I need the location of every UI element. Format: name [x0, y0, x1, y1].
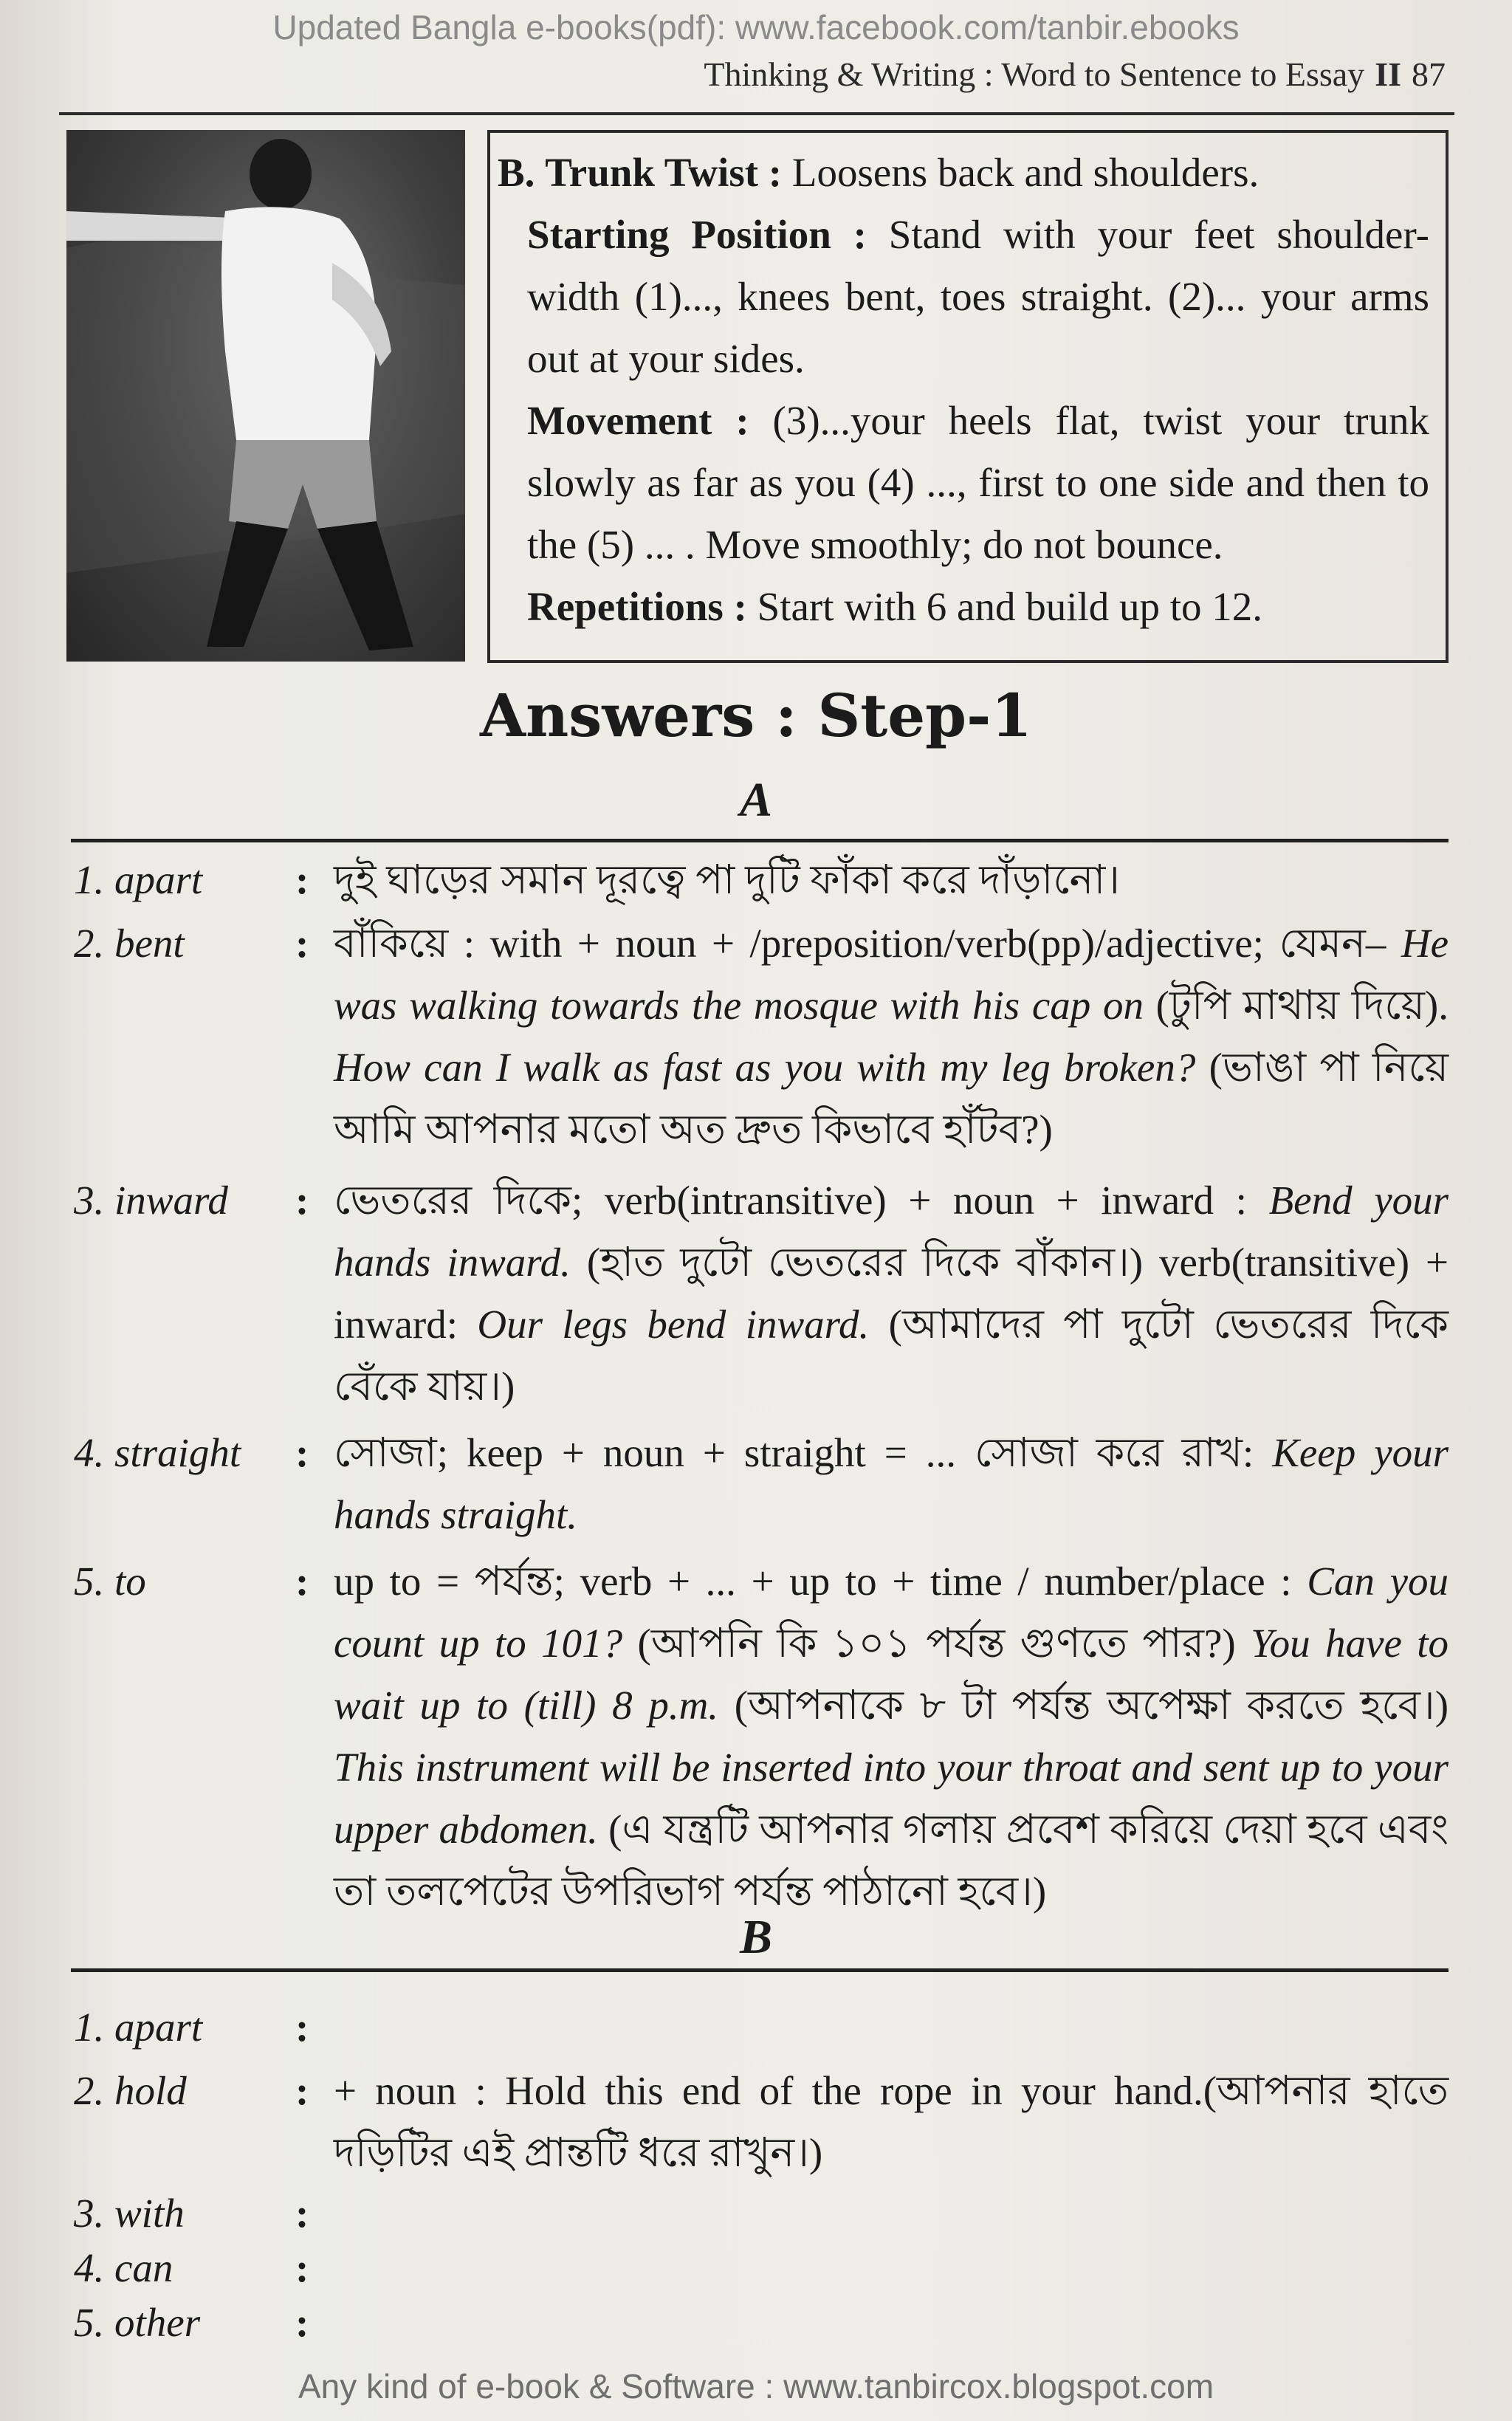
answer-colon: : — [295, 1559, 309, 1604]
answer-example: Can you count up to 101? — [334, 1559, 1449, 1666]
answer-text: সোজা; keep + noun + straight = ... সোজা করে রাখ: — [334, 1430, 1254, 1475]
answer-translation: (ভাঙা পা নিয়ে আমি আপনার মতো অত দ্রুত কিভাবে হাঁটব?) — [334, 1045, 1449, 1152]
movement-text: (3)...your heels flat, twist your trunk slowly as far as you (4) ..., first to one side and then to the (5) ... . Move smoothly; do not bounce. — [527, 398, 1429, 567]
answer-term: 5. other — [74, 2300, 201, 2345]
answer-b-2 — [74, 2060, 1449, 2184]
exercise-heading: Trunk Twist : — [545, 150, 783, 195]
answer-term: 4. straight — [74, 1430, 241, 1475]
page-number: 87 — [1412, 55, 1446, 93]
answer-translation: (টুপি মাথায় দিয়ে). — [1155, 983, 1449, 1028]
person-twisting-figure — [66, 130, 465, 662]
answer-term: 1. apart — [74, 857, 203, 902]
answer-colon: : — [295, 2300, 309, 2345]
answer-colon: : — [295, 2191, 309, 2236]
answers-title: Answers : Step-1 — [480, 681, 1032, 750]
section-b-letter: B — [739, 1910, 773, 1964]
answer-body — [334, 1170, 1449, 1418]
answer-text: ভেতরের দিকে; verb(intransitive) + noun + inward : — [334, 1178, 1247, 1223]
answer-a-4 — [74, 1422, 1449, 1546]
movement-label: Movement : — [527, 398, 749, 443]
section-a-rule — [71, 839, 1449, 842]
answer-colon: : — [295, 1178, 309, 1223]
answer-term: 3. with — [74, 2191, 185, 2236]
answer-term: 4. can — [74, 2245, 173, 2290]
answer-body — [334, 1422, 1449, 1546]
answer-body — [334, 913, 1449, 1161]
answer-text: up to = পর্যন্ত; verb + ... + up to + time / number/place : — [334, 1559, 1292, 1604]
answer-text: বাঁকিয়ে : with + noun + /preposition/verb(pp)/adjective; যেমন– — [334, 921, 1386, 966]
exercise-photo — [66, 130, 465, 662]
answer-example: Keep your hands straight. — [334, 1430, 1449, 1537]
answer-colon: : — [295, 2245, 309, 2290]
answer-body: + noun : Hold this end of the rope in your hand.(আপনার হাতে দড়িটির এই প্রান্তটি ধরে রাখুন।) — [334, 2068, 1449, 2175]
answer-body — [334, 1551, 1449, 1923]
starting-position-label: Starting Position : — [527, 212, 867, 257]
answer-term: 2. hold — [74, 2068, 187, 2113]
section-b-rule — [71, 1968, 1449, 1972]
answer-example: You have to wait up to (till) 8 p.m. — [334, 1621, 1449, 1728]
answer-example: Our legs bend inward. — [477, 1302, 870, 1347]
answer-term: 3. inward — [74, 1178, 228, 1223]
answer-a-1 — [74, 849, 1449, 911]
answer-translation: (আপনি কি ১০১ পর্যন্ত গুণতে পার?) — [637, 1621, 1236, 1666]
answer-translation: (আমাদের পা দুটো ভেতরের দিকে বেঁকে যায়।) — [334, 1302, 1449, 1409]
exercise-label: B. — [498, 150, 535, 195]
answer-term: 5. to — [74, 1559, 146, 1604]
running-head-title: Thinking & Writing : Word to Sentence to Essay — [704, 55, 1365, 93]
repetitions-label: Repetitions : — [527, 584, 747, 629]
answer-colon: : — [295, 2068, 309, 2113]
running-head — [704, 55, 1446, 94]
answer-translation: (আপনাকে ৮ টা পর্যন্ত অপেক্ষা করতে হবে।) — [734, 1683, 1449, 1728]
answer-colon: : — [295, 2005, 309, 2050]
answer-term: 2. bent — [74, 921, 185, 966]
answer-example: How can I walk as fast as you with my leg broken? — [334, 1045, 1196, 1090]
bottom-watermark: Any kind of e-book & Software : www.tanbircox.blogspot.com — [298, 2367, 1214, 2405]
answer-colon: : — [295, 1430, 309, 1475]
answer-translation: (হাত দুটো ভেতরের দিকে বাঁকান।) — [586, 1240, 1144, 1285]
answer-translation: (এ যন্ত্রটি আপনার গলায় প্রবেশ করিয়ে দেয়া হবে এবং তা তলপেটের উপরিভাগ পর্যন্ত পাঠানো হবে।) — [334, 1807, 1449, 1914]
answer-colon: : — [295, 921, 309, 966]
starting-position-text: Stand with your feet shoulder-width (1)..., knees bent, toes straight. (2)... your arms out at your sides. — [527, 212, 1429, 381]
answer-text: verb(transitive) + inward: — [334, 1240, 1449, 1347]
header-rule — [59, 112, 1454, 115]
exercise-heading-rest: Loosens back and shoulders. — [791, 150, 1260, 195]
running-head-separator: II — [1375, 55, 1401, 93]
top-watermark: Updated Bangla e-books(pdf): www.facebook.com/tanbir.ebooks — [272, 8, 1240, 47]
answer-example: Bend your hands inward. — [334, 1178, 1449, 1285]
answer-example: He was walking towards the mosque with his cap on — [334, 921, 1449, 1028]
answer-a-3 — [74, 1170, 1449, 1418]
answer-colon: : — [295, 857, 309, 902]
answer-a-5 — [74, 1551, 1449, 1923]
answer-a-2 — [74, 913, 1449, 1161]
repetitions-text: Start with 6 and build up to 12. — [757, 584, 1263, 629]
answer-term: 1. apart — [74, 2005, 203, 2050]
section-a-letter: A — [739, 773, 773, 827]
answer-body: দুই ঘাড়ের সমান দূরত্বে পা দুটি ফাঁকা করে দাঁড়ানো। — [334, 857, 1120, 902]
exercise-b-box — [487, 130, 1449, 663]
answer-example: This instrument will be inserted into your throat and sent up to your upper abdomen. — [334, 1745, 1449, 1852]
